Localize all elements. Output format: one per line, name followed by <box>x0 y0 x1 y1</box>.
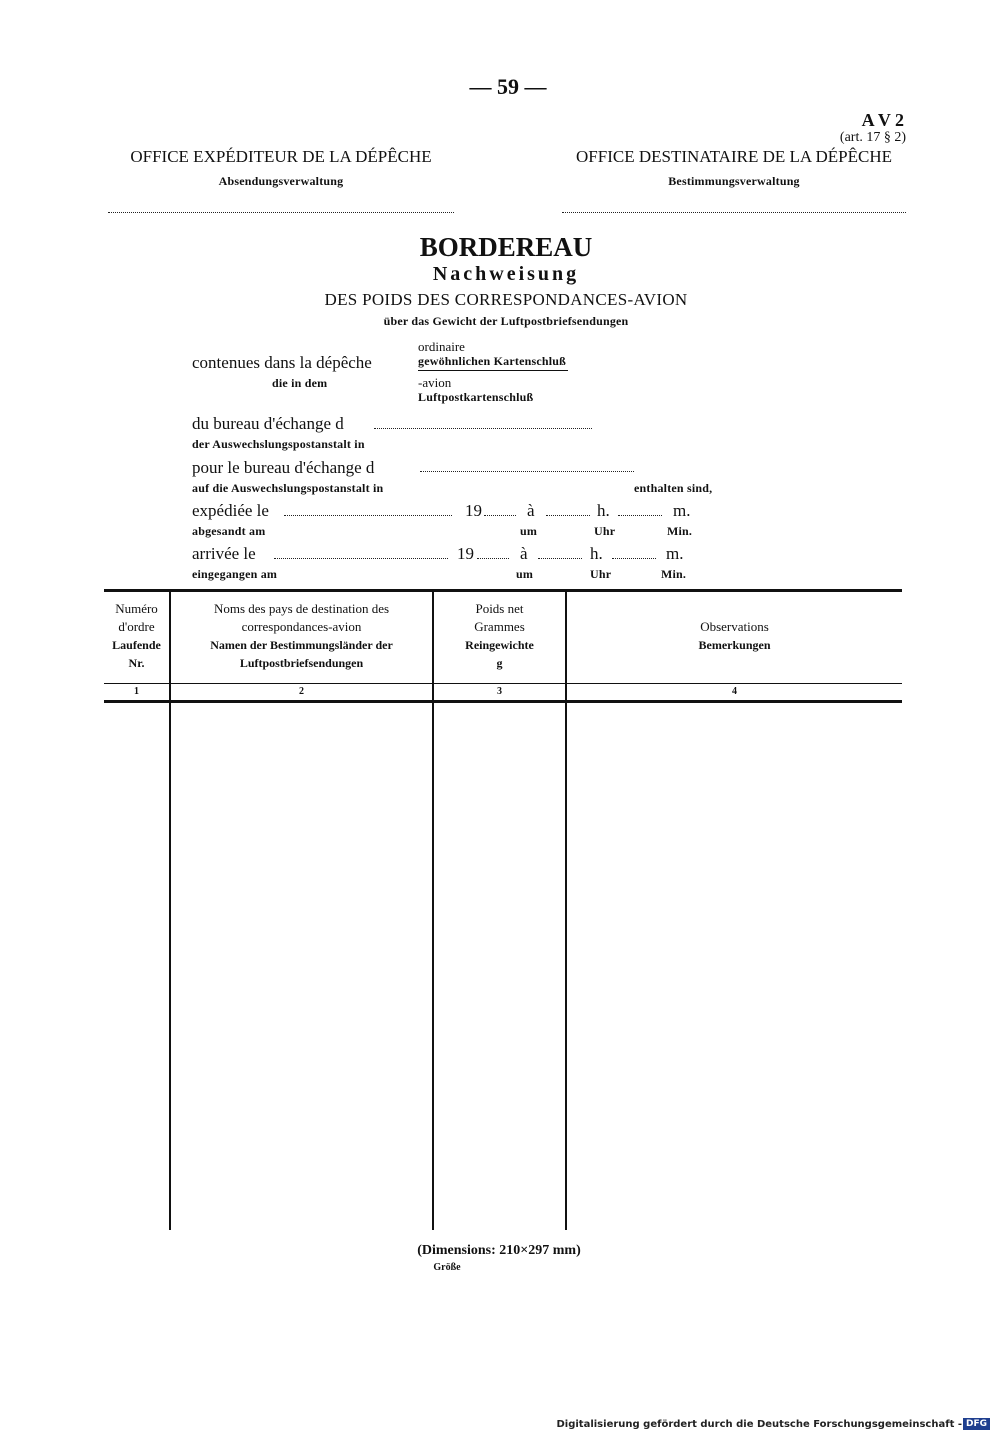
column-header-countries-de2: Luftpostbriefsendungen <box>239 656 364 670</box>
sent-year: 19 <box>465 501 482 520</box>
form-subtitle-de: über das Gewicht der Luftpostbriefsendungen <box>383 314 629 328</box>
sent-year-field <box>484 515 516 516</box>
option-airmail: -avion <box>418 375 452 390</box>
column-header-weight-de1: Reingewichte <box>465 638 534 652</box>
column-header-countries-fr1: Noms des pays de destination des <box>213 601 390 616</box>
table-header-rule <box>104 683 902 684</box>
column-header-countries-de1: Namen der Bestimmungsländer der <box>210 638 393 652</box>
sent-hour-unit: h. <box>597 501 610 520</box>
table-body-rule <box>104 700 902 703</box>
to-office-suffix-de: enthalten sind, <box>634 481 713 495</box>
footer-credit <box>556 1419 962 1430</box>
column-header-weight-fr1: Poids net <box>475 601 524 616</box>
column-number-1: 1 <box>134 686 139 697</box>
column-header-observations-fr1: Observations <box>700 619 769 634</box>
arrived-minute-unit: m. <box>666 544 684 563</box>
contained-label-de: die in dem <box>272 376 328 390</box>
arrived-date-field <box>274 558 448 559</box>
sent-label: expédiée le <box>192 501 269 520</box>
column-header-weight-de2: g <box>496 656 503 670</box>
column-number-4: 4 <box>732 686 737 697</box>
recipient-office-field <box>562 212 906 213</box>
sent-at: à <box>527 501 535 520</box>
arrived-uhr-de: Uhr <box>590 567 612 581</box>
sent-hour-field <box>546 515 590 516</box>
sent-um-de: um <box>520 524 538 538</box>
column-header-number-fr1: Numéro <box>115 601 158 616</box>
sent-minute-unit: m. <box>673 501 691 520</box>
sent-uhr-de: Uhr <box>594 524 616 538</box>
arrived-min-de: Min. <box>661 567 687 581</box>
sender-office-label-de: Absendungsverwaltung <box>218 174 344 188</box>
column-header-observations <box>567 618 902 654</box>
sent-minute-field <box>618 515 662 516</box>
sender-office-field <box>108 212 454 213</box>
to-office-label: pour le bureau d'échange d <box>192 458 375 477</box>
column-header-observations-de1: Bemerkungen <box>698 638 771 652</box>
arrived-hour-unit: h. <box>590 544 603 563</box>
option-separator <box>418 370 568 371</box>
arrived-at: à <box>520 544 528 563</box>
to-office-label-de: auf die Auswechslungspostanstalt in <box>192 481 384 495</box>
arrived-year-field <box>477 558 509 559</box>
from-office-label-de: der Auswechslungspostanstalt in <box>192 437 365 451</box>
column-header-number <box>104 600 169 672</box>
arrived-um-de: um <box>516 567 534 581</box>
form-title: BORDEREAU <box>419 232 593 262</box>
form-title-de: Nachweisung <box>432 263 580 285</box>
column-number-3: 3 <box>497 686 502 697</box>
footer-credit-text: Digitalisierung gefördert durch die Deutsche Forschungsgemeinschaft - <box>556 1419 962 1430</box>
column-header-number-fr2: d'ordre <box>118 619 155 634</box>
sent-min-de: Min. <box>667 524 693 538</box>
column-header-countries-fr2: correspondances-avion <box>241 619 362 634</box>
sent-label-de: abgesandt am <box>192 524 266 538</box>
table-top-rule <box>104 589 902 592</box>
recipient-office-label: OFFICE DESTINATAIRE DE LA DÉPÊCHE <box>576 147 892 166</box>
form-subtitle: DES POIDS DES CORRESPONDANCES-AVION <box>324 290 688 309</box>
option-airmail-de: Luftpostkartenschluß <box>418 390 534 404</box>
page-number: — 59 — <box>469 74 547 99</box>
from-office-label: du bureau d'échange d <box>192 414 344 433</box>
form-reference: (art. 17 § 2) <box>839 130 906 145</box>
to-office-field <box>420 471 634 472</box>
option-ordinary-de: gewöhnlichen Kartenschluß <box>418 354 567 368</box>
column-header-number-de1: Laufende <box>112 638 161 652</box>
option-ordinary: ordinaire <box>418 339 465 354</box>
sent-date-field <box>284 515 452 516</box>
column-header-number-de2: Nr. <box>128 656 145 670</box>
arrived-hour-field <box>538 558 582 559</box>
form-code: A V 2 <box>861 110 904 130</box>
dfg-logo: DFG <box>963 1418 990 1430</box>
arrived-label-de: eingegangen am <box>192 567 278 581</box>
dimensions-note: (Dimensions: 210×297 mm) <box>417 1243 581 1258</box>
arrived-year: 19 <box>457 544 474 563</box>
arrived-minute-field <box>612 558 656 559</box>
column-header-countries <box>171 600 432 672</box>
recipient-office-label-de: Bestimmungsverwaltung <box>668 174 800 188</box>
column-header-weight-fr2: Grammes <box>474 619 525 634</box>
contained-label: contenues dans la dépêche <box>192 353 372 372</box>
from-office-field <box>374 428 592 429</box>
sender-office-label: OFFICE EXPÉDITEUR DE LA DÉPÊCHE <box>130 147 432 166</box>
column-number-2: 2 <box>299 686 304 697</box>
arrived-label: arrivée le <box>192 544 256 563</box>
dimensions-note-de: Größe <box>433 1262 461 1273</box>
column-header-weight <box>434 600 565 672</box>
